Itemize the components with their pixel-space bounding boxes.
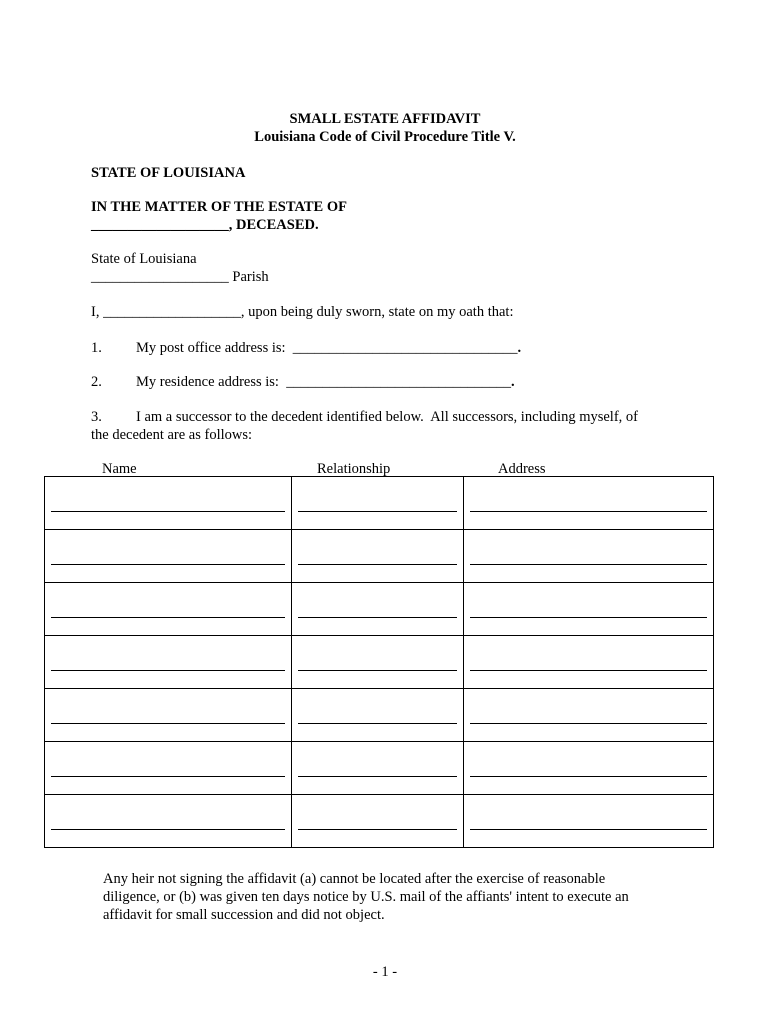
document-subtitle: Louisiana Code of Civil Procedure Title V. <box>254 129 516 145</box>
successor-name-cell <box>45 583 292 636</box>
matter-heading-line2: ___________________, DECEASED. <box>91 217 319 233</box>
column-header-address: Address <box>498 461 546 477</box>
successor-address-blank[interactable] <box>470 564 707 565</box>
successors-table-body <box>45 477 714 848</box>
successor-address-cell <box>464 636 714 689</box>
successor-name-blank[interactable] <box>51 670 285 671</box>
successor-name-blank[interactable] <box>51 776 285 777</box>
successor-name-cell <box>45 636 292 689</box>
successor-address-blank[interactable] <box>470 670 707 671</box>
successor-relationship-blank[interactable] <box>298 723 457 724</box>
successor-relationship-blank[interactable] <box>298 829 457 830</box>
successor-relationship-cell <box>292 477 464 530</box>
oath-statement: I, ___________________, upon being duly sworn, state on my oath that: <box>91 304 514 320</box>
item-2-end: . <box>510 374 515 390</box>
item-2-text <box>136 373 515 391</box>
successor-row <box>45 795 714 848</box>
successor-address-blank[interactable] <box>470 829 707 830</box>
successor-relationship-blank[interactable] <box>298 511 457 512</box>
matter-heading-line1: IN THE MATTER OF THE ESTATE OF <box>91 199 347 215</box>
successor-address-blank[interactable] <box>470 617 707 618</box>
state-heading: STATE OF LOUISIANA <box>91 165 246 181</box>
successor-address-cell <box>464 530 714 583</box>
successor-address-blank[interactable] <box>470 776 707 777</box>
successor-name-blank[interactable] <box>51 564 285 565</box>
heir-note-line3: affidavit for small succession and did not object. <box>103 907 385 923</box>
item-2-body: My residence address is: _______________________________ <box>136 374 511 390</box>
successor-relationship-blank[interactable] <box>298 776 457 777</box>
successor-name-blank[interactable] <box>51 617 285 618</box>
item-1-number: 1. <box>91 340 102 356</box>
successor-relationship-blank[interactable] <box>298 617 457 618</box>
successor-relationship-cell <box>292 636 464 689</box>
item-1-text <box>136 339 521 357</box>
document-title: SMALL ESTATE AFFIDAVIT <box>289 111 481 127</box>
successor-name-blank[interactable] <box>51 723 285 724</box>
successor-address-cell <box>464 742 714 795</box>
successor-row <box>45 742 714 795</box>
successor-address-cell <box>464 795 714 848</box>
successor-relationship-cell <box>292 583 464 636</box>
successor-name-blank[interactable] <box>51 511 285 512</box>
successor-name-cell <box>45 742 292 795</box>
successor-relationship-cell <box>292 689 464 742</box>
heir-note-line1: Any heir not signing the affidavit (a) cannot be located after the exercise of reasonable <box>103 871 606 887</box>
successor-name-cell <box>45 477 292 530</box>
successor-relationship-blank[interactable] <box>298 670 457 671</box>
successor-address-cell <box>464 583 714 636</box>
successor-row <box>45 477 714 530</box>
successor-relationship-cell <box>292 530 464 583</box>
column-header-relationship: Relationship <box>317 461 391 477</box>
column-header-name: Name <box>102 461 137 477</box>
successor-row <box>45 530 714 583</box>
successor-row <box>45 689 714 742</box>
successor-relationship-cell <box>292 795 464 848</box>
successor-name-cell <box>45 689 292 742</box>
successor-row <box>45 636 714 689</box>
item-2-number: 2. <box>91 374 102 390</box>
successor-address-cell <box>464 477 714 530</box>
successor-relationship-blank[interactable] <box>298 564 457 565</box>
item-1-body: My post office address is: _______________________________ <box>136 340 518 356</box>
venue-state: State of Louisiana <box>91 251 197 267</box>
item-3-text-line1: I am a successor to the decedent identified below. All successors, including myself, of <box>136 409 638 425</box>
successors-table <box>44 476 714 848</box>
venue-parish: ___________________ Parish <box>91 269 269 285</box>
successor-address-blank[interactable] <box>470 723 707 724</box>
successor-name-cell <box>45 795 292 848</box>
heir-note-line2: diligence, or (b) was given ten days notice by U.S. mail of the affiants' intent to execute an <box>103 889 629 905</box>
successor-address-blank[interactable] <box>470 511 707 512</box>
item-1-end: . <box>517 340 522 356</box>
successor-name-cell <box>45 530 292 583</box>
page-number: - 1 - <box>372 964 398 980</box>
successor-address-cell <box>464 689 714 742</box>
successor-relationship-cell <box>292 742 464 795</box>
item-3-number: 3. <box>91 409 102 425</box>
successor-name-blank[interactable] <box>51 829 285 830</box>
item-3-text-line2: the decedent are as follows: <box>91 427 253 443</box>
successor-row <box>45 583 714 636</box>
